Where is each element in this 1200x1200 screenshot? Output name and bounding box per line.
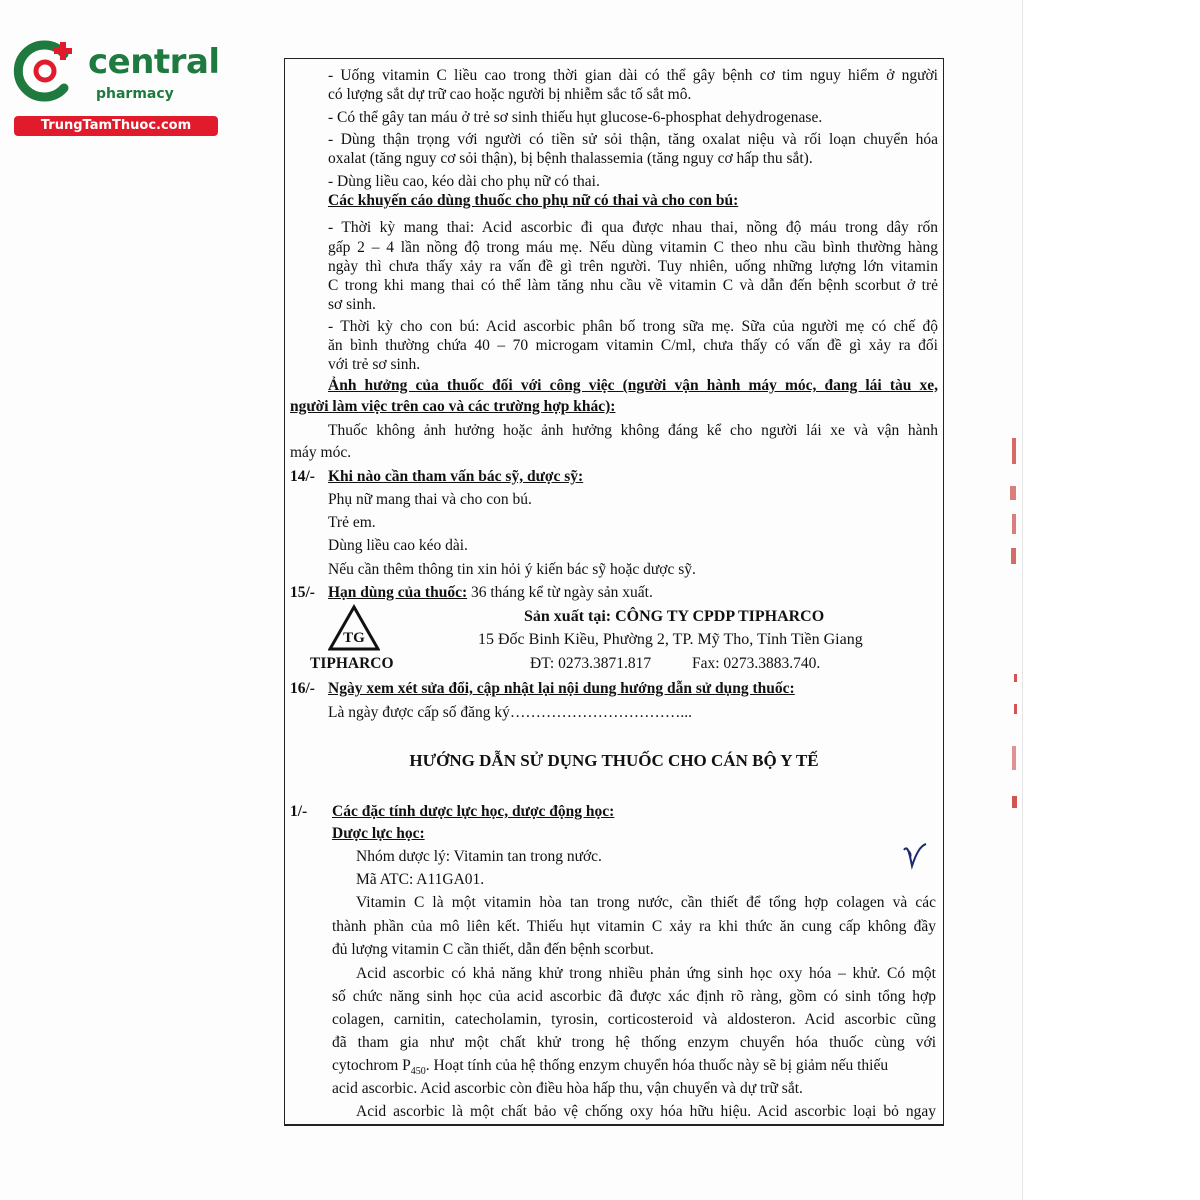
logo-name: central — [88, 42, 220, 82]
logo-subtitle: pharmacy — [96, 86, 174, 102]
ascorbic-para-line-3: colagen, carnitin, catecholamin, tyrosin, corticosteroid và aldosteron. Acid ascorbic cũng — [332, 1011, 936, 1028]
section-15-text: 36 tháng kể từ ngày sản xuất. — [467, 584, 653, 601]
warning-3-line-1: - Dùng thận trọng với người có tiền sử sỏi thận, tăng oxalat niệu và rối loạn chuyển hóa — [328, 131, 938, 148]
work-text-line-2: máy móc. — [290, 444, 352, 461]
vitamin-c-para-line-1: Vitamin C là một vitamin hòa tan trong nước, cần thiết để tổng hợp colagen và các — [356, 894, 936, 911]
central-c-cross-icon — [12, 38, 78, 104]
section-15-title: Hạn dùng của thuốc: — [328, 584, 468, 601]
professional-guide-heading: HƯỚNG DẪN SỬ DỤNG THUỐC CHO CÁN BỘ Y TẾ — [409, 751, 819, 770]
section-14-number: 14/- — [290, 468, 315, 485]
logo-banner: TrungTamThuoc.com — [14, 116, 218, 136]
pregnancy-p1-line-2: gấp 2 – 4 lần nồng độ trong máu mẹ. Nếu dùng vitamin C theo nhu cầu bình thường hàng — [328, 239, 938, 256]
pregnancy-p2-line-1: - Thời kỳ cho con bú: Acid ascorbic phân bố trong sữa mẹ. Sữa của người mẹ có chế độ — [328, 318, 938, 335]
section-1-title: Các đặc tính dược lực học, dược động học: — [332, 803, 615, 820]
maker-address: 15 Đốc Binh Kiều, Phường 2, TP. Mỹ Tho, Tỉnh Tiền Giang — [478, 631, 863, 648]
maker-fax: Fax: 0273.3883.740. — [692, 655, 821, 672]
ascorbic-para-line-2: số chức năng sinh học của acid ascorbic đã được xác định rõ ràng, gồm có sinh tổng hợp — [332, 988, 936, 1005]
ascorbic-para-line-4: đã tham gia như một chất khử trong hệ thống enzym chuyển hóa thuốc cùng với — [332, 1034, 936, 1051]
section-14-item: Nếu cần thêm thông tin xin hỏi ý kiến bác sỹ hoặc dược sỹ. — [328, 561, 696, 578]
vitamin-c-para-line-3: đủ lượng vitamin C cần thiết, dẫn đến bệnh scorbut. — [332, 941, 654, 958]
tipharco-triangle-logo — [328, 604, 380, 652]
section-16-number: 16/- — [290, 680, 315, 697]
stamp-fragment-marks — [1000, 430, 1030, 830]
section-16-text: Là ngày được cấp số đăng ký……………………………... — [328, 704, 693, 721]
section-14-item: Trẻ em. — [328, 514, 376, 531]
pharmacodynamics-subtitle: Dược lực học: — [332, 825, 425, 842]
warning-1-line-2: có lượng sắt dự trữ cao hoặc người bị nhiễm sắc tố sắt mô. — [328, 86, 692, 103]
pregnancy-title: Các khuyến cáo dùng thuốc cho phụ nữ có thai và cho con bú: — [328, 192, 739, 209]
pregnancy-p2-line-2: ăn bình thường chứa 40 – 70 microgam vitamin C/ml, chưa thấy có vấn đề gì xảy ra đối — [328, 337, 938, 354]
warning-1-line-1: - Uống vitamin C liều cao trong thời gian dài có thể gây bệnh cơ tim nguy hiểm ở người — [328, 67, 938, 84]
pregnancy-p1-line-3: ngày thì chưa thấy xảy ra vấn đề gì trên người. Tuy nhiên, uống những lượng lớn vitamin — [328, 258, 938, 275]
pregnancy-p1-line-5: sơ sinh. — [328, 296, 376, 313]
pregnancy-p1-line-1: - Thời kỳ mang thai: Acid ascorbic đi qua được nhau thai, nồng độ máu trong dây rốn — [328, 219, 938, 236]
section-15-number: 15/- — [290, 584, 315, 601]
work-title-line-2: người làm việc trên cao và các trường hợp khác): — [290, 398, 616, 415]
section-14-item: Dùng liều cao kéo dài. — [328, 537, 468, 554]
maker-line-1: Sản xuất tại: CÔNG TY CPDP TIPHARCO — [524, 608, 825, 625]
section-14-item: Phụ nữ mang thai và cho con bú. — [328, 491, 532, 508]
atc-code: Mã ATC: A11GA01. — [356, 871, 485, 888]
pharmacologic-group: Nhóm dược lý: Vitamin tan trong nước. — [356, 848, 602, 865]
tipharco-logo-letters: TG — [343, 630, 365, 646]
work-text-line-1: Thuốc không ảnh hưởng hoặc ảnh hưởng không đáng kể cho người lái xe và vận hành — [328, 422, 938, 439]
pregnancy-p1-line-4: C trong khi mang thai có thể làm tăng nhu cầu về vitamin C và dẫn đến bệnh scorbut ở trẻ — [328, 277, 938, 294]
maker-phone: ĐT: 0273.3871.817 — [530, 655, 652, 672]
section-14-title: Khi nào cần tham vấn bác sỹ, dược sỹ: — [328, 468, 584, 485]
cytochrom-text-rest: . Hoạt tính của hệ thống enzym chuyển hóa thuốc này sẽ bị giảm nếu thiếu — [425, 1057, 889, 1074]
warning-3-line-2: oxalat (tăng nguy cơ sỏi thận), bị bệnh thalassemia (tăng nguy cơ hấp thu sắt). — [328, 150, 813, 167]
pregnancy-p2-line-3: với trẻ sơ sinh. — [328, 356, 421, 373]
tipharco-brand: TIPHARCO — [310, 655, 394, 672]
section-16-title: Ngày xem xét sửa đổi, cập nhật lại nội dung hướng dẫn sử dụng thuốc: — [328, 680, 795, 697]
initials-signature-mark — [900, 840, 930, 876]
central-pharmacy-logo — [8, 36, 223, 136]
section-15-line — [328, 583, 653, 603]
warning-2: - Có thể gây tan máu ở trẻ sơ sinh thiếu hụt glucose-6-phosphat dehydrogenase. — [328, 109, 823, 126]
work-title-line-1: Ảnh hưởng của thuốc đối với công việc (người vận hành máy móc, đang lái tàu xe, — [328, 377, 938, 394]
warning-4: - Dùng liều cao, kéo dài cho phụ nữ có thai. — [328, 173, 600, 190]
section-1-number: 1/- — [290, 803, 308, 820]
vitamin-c-para-line-2: thành phần của mô liên kết. Thiếu hụt vitamin C xảy ra khi thức ăn cung cấp không đầy — [332, 918, 936, 935]
cytochrom-text: cytochrom P — [332, 1057, 411, 1074]
ascorbic-para-line-1: Acid ascorbic có khả năng khử trong nhiều phản ứng sinh học oxy hóa – khử. Có một — [356, 965, 936, 982]
ascorbic-para-line-6: acid ascorbic. Acid ascorbic còn điều hòa hấp thu, vận chuyển và dự trữ sắt. — [332, 1080, 803, 1097]
antioxidant-para-line-1: Acid ascorbic là một chất bảo vệ chống oxy hóa hữu hiệu. Acid ascorbic loại bỏ ngay — [356, 1103, 936, 1120]
cytochrom-subscript: 450 — [410, 1066, 426, 1078]
